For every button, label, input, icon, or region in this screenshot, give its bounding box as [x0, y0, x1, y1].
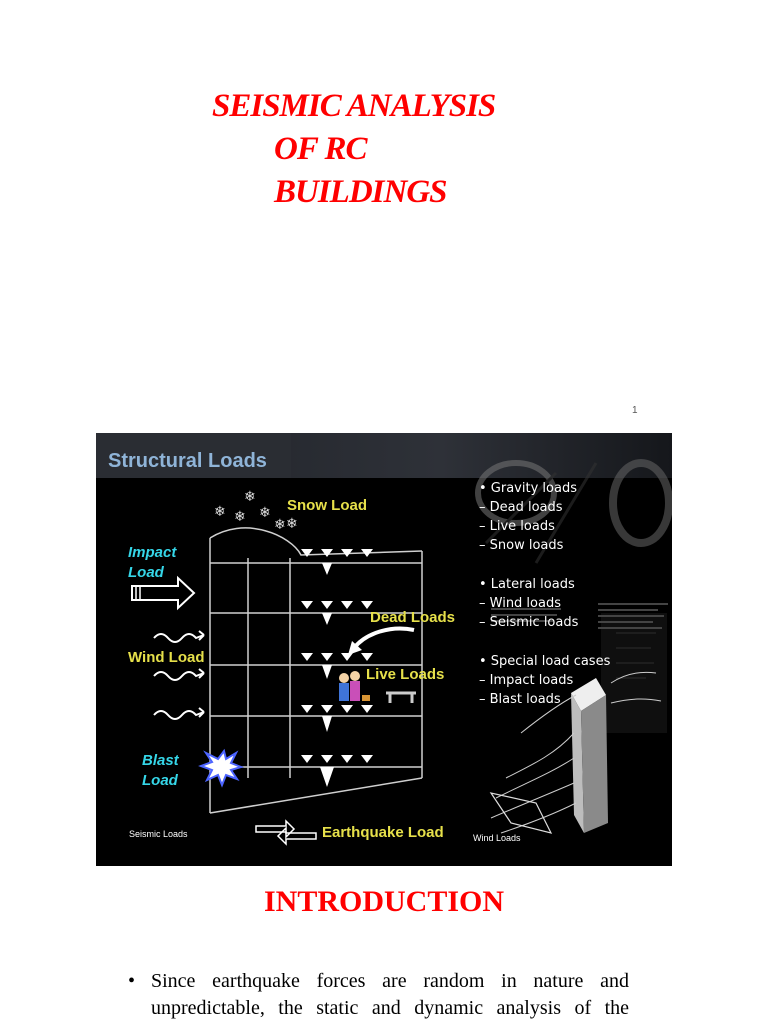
- list-item: • Lateral loads: [479, 577, 575, 592]
- snow-load-label: Snow Load: [287, 497, 367, 514]
- seismic-loads-caption: Seismic Loads: [129, 829, 188, 839]
- list-item: • Special load cases: [479, 654, 611, 669]
- list-item: • Gravity loads: [479, 481, 577, 496]
- impact-arrow-icon: [132, 578, 194, 608]
- earthquake-load-label: Earthquake Load: [322, 824, 444, 841]
- title-line-2: OF RC: [274, 131, 367, 167]
- loads-diagram: [96, 433, 672, 866]
- introduction-paragraph: [151, 968, 629, 1022]
- svg-text:❄: ❄: [234, 509, 246, 525]
- slide-heading: Structural Loads: [108, 450, 267, 472]
- list-item: – Wind loads: [479, 596, 561, 611]
- page-number: 1: [632, 405, 638, 416]
- list-item: – Impact loads: [479, 673, 574, 688]
- dead-loads-label: Dead Loads: [370, 609, 456, 626]
- paragraph-line-2: unpredictable, the static and dynamic analysis of the: [151, 997, 629, 1019]
- impact-load-label-2: Load: [128, 564, 164, 581]
- blast-load-label-1: Blast: [142, 752, 179, 769]
- paragraph-line-1: Since earthquake forces are random in nature and: [151, 970, 629, 992]
- svg-text:❄: ❄: [286, 516, 298, 532]
- list-item: – Seismic loads: [479, 615, 579, 630]
- wind-arrow-icons: [154, 631, 204, 719]
- wind-loads-caption: Wind Loads: [473, 833, 521, 843]
- load-arrows: [301, 549, 373, 787]
- svg-text:❄: ❄: [244, 489, 256, 505]
- list-item: – Dead loads: [479, 500, 563, 515]
- svg-text:❄: ❄: [274, 517, 286, 533]
- svg-text:❄: ❄: [214, 504, 226, 520]
- list-item: – Live loads: [479, 519, 555, 534]
- introduction-heading: INTRODUCTION: [263, 885, 505, 918]
- blast-icon: [201, 751, 241, 785]
- live-loads-label: Live Loads: [366, 666, 445, 683]
- list-item: – Snow loads: [479, 538, 564, 553]
- list-item: – Blast loads: [479, 692, 561, 707]
- structural-loads-figure: [96, 433, 672, 866]
- snowflake-icons: [214, 489, 298, 533]
- paragraph-bullet: •: [128, 970, 136, 992]
- title-line-3: BUILDINGS: [274, 174, 447, 210]
- svg-text:❄: ❄: [259, 505, 271, 521]
- blast-load-label-2: Load: [142, 772, 178, 789]
- earthquake-arrow-icon: [256, 821, 316, 844]
- impact-load-label-1: Impact: [128, 544, 177, 561]
- load-type-list: [479, 481, 611, 707]
- dead-load-arrow-icon: [354, 629, 414, 648]
- wind-load-label: Wind Load: [128, 649, 205, 666]
- title-line-1: SEISMIC ANALYSIS: [212, 88, 496, 124]
